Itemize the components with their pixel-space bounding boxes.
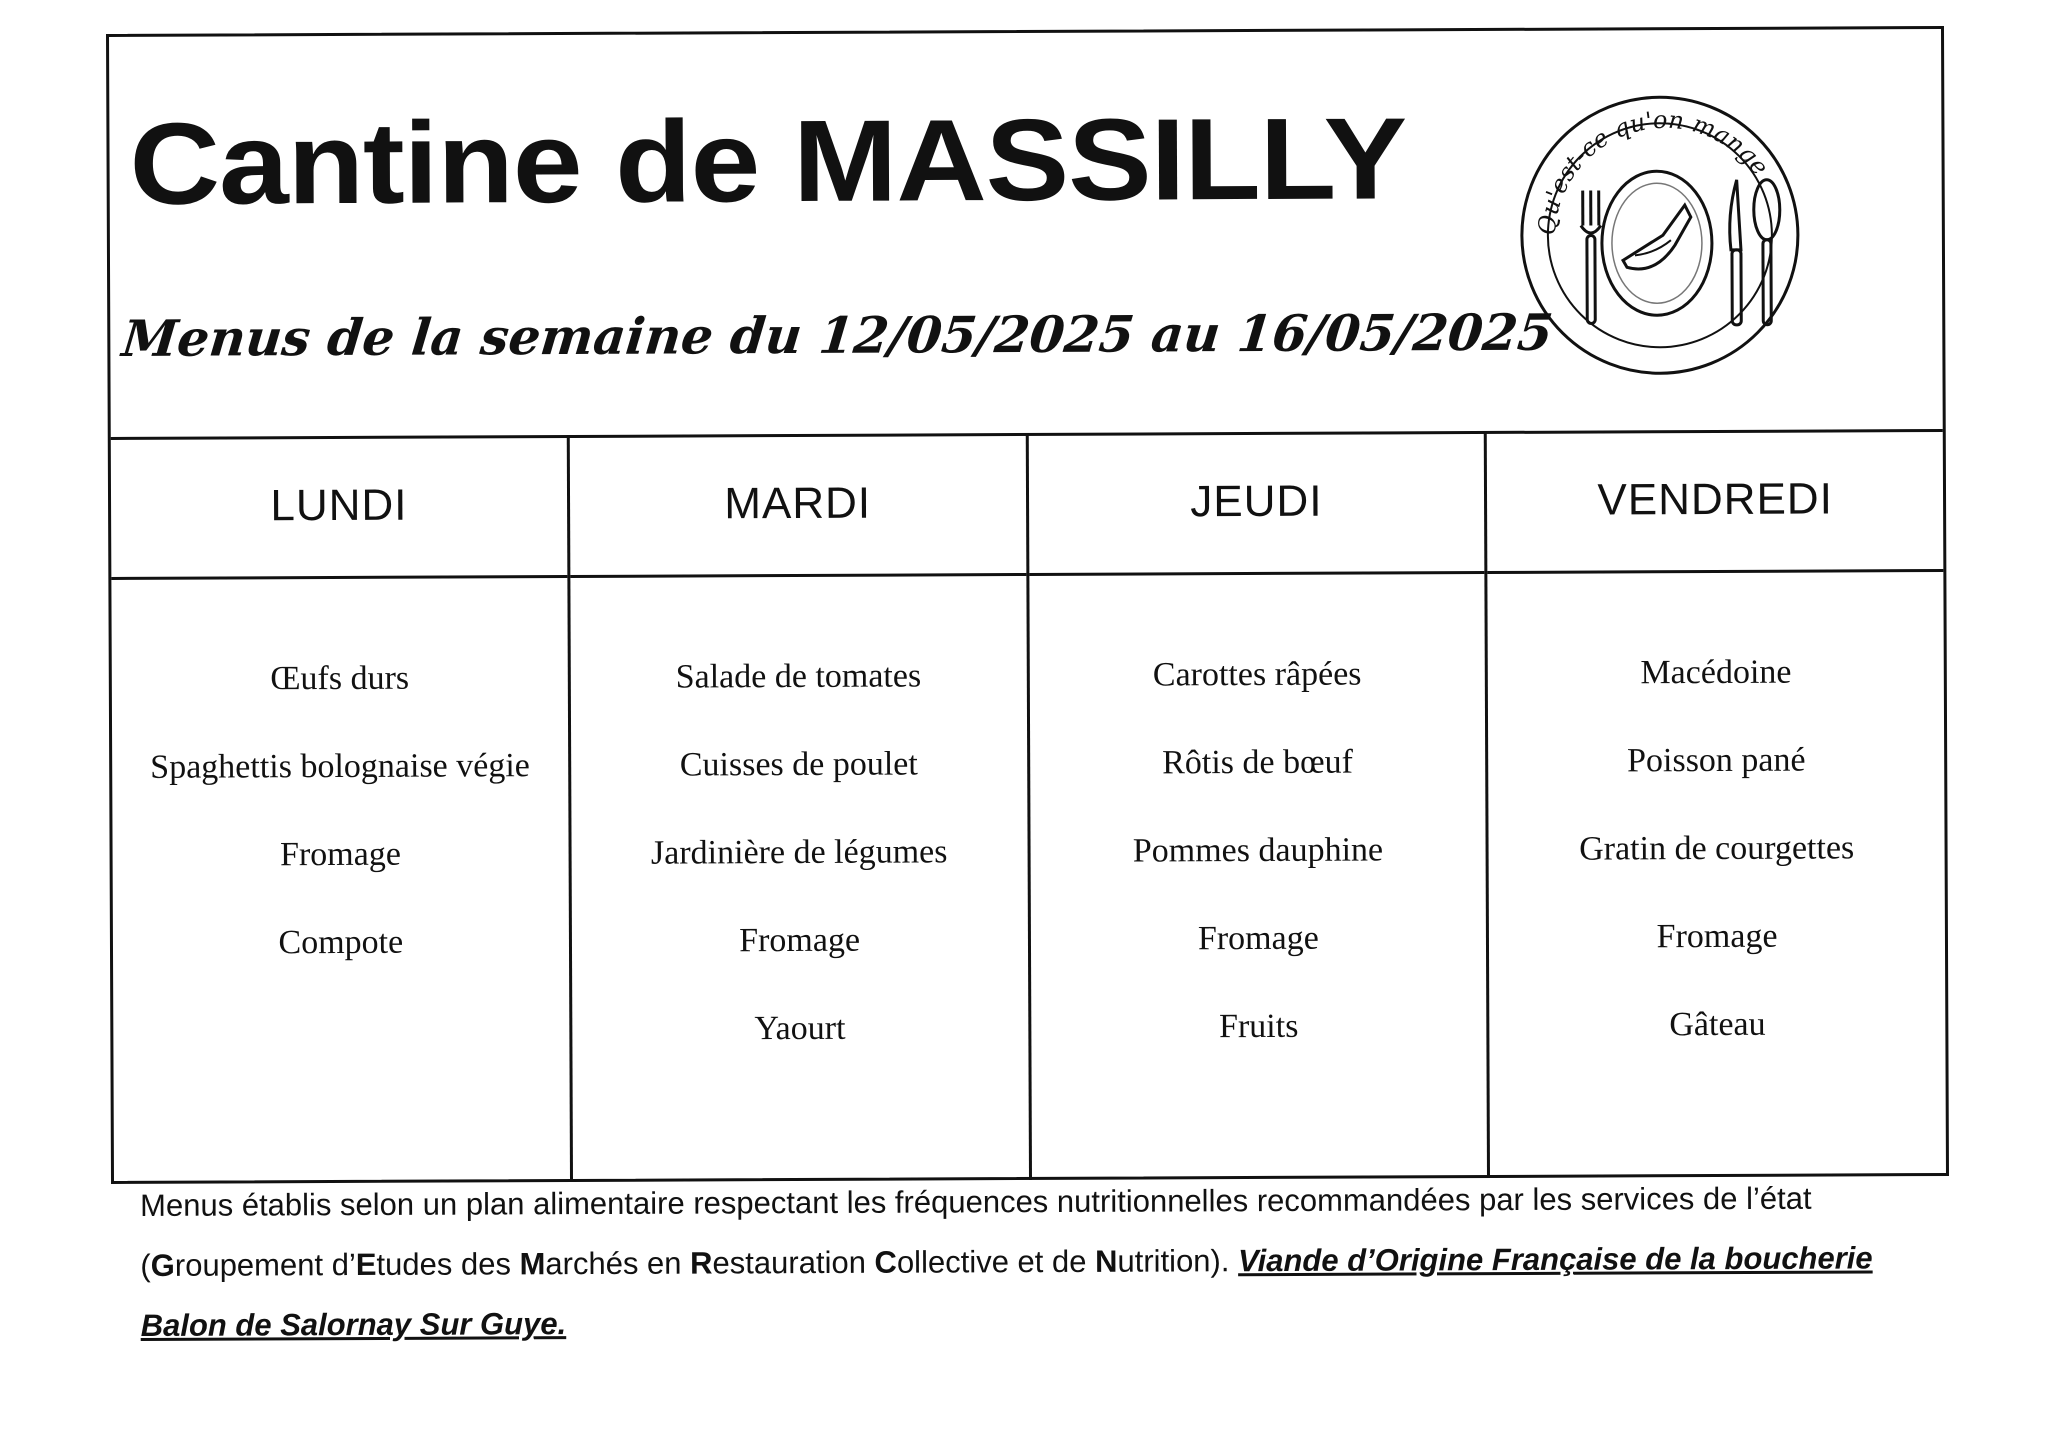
menu-item: Cuisses de poulet — [679, 745, 918, 784]
menu-item: Jardinière de légumes — [650, 833, 948, 872]
org-rest: ollective et de — [896, 1243, 1096, 1280]
nutrition-note — [140, 1168, 1951, 1356]
menu-item: Œufs durs — [270, 659, 410, 698]
day-column-lundi — [111, 435, 573, 1184]
org-initial: C — [874, 1244, 897, 1280]
menu-item: Pommes dauphine — [1132, 831, 1384, 870]
note-intro: Menus établis selon un plan alimentaire respectant les fréquences nutritionnelles recommandées par les services de l’état ( — [140, 1180, 1812, 1283]
logo-text: Qu'est-ce qu'on mange — [1532, 105, 1775, 237]
org-part — [1095, 1243, 1211, 1279]
menu-item: Compote — [278, 923, 404, 962]
meat-origin-highlight: Viande d’Origine Française de la boucherie Balon de Salornay Sur Guye. — [140, 1240, 1873, 1343]
org-rest: roupement d’ — [174, 1247, 356, 1283]
day-column-vendredi — [1487, 429, 1946, 1178]
org-rest: tudes des — [376, 1246, 520, 1282]
page-title: Cantine de MASSILLY — [129, 93, 1407, 229]
menu-item: Fromage — [1656, 917, 1778, 956]
day-header: MARDI — [570, 433, 1026, 578]
menu-item: Rôtis de bœuf — [1162, 743, 1354, 782]
menu-item: Poisson pané — [1626, 741, 1806, 780]
menu-item: Gratin de courgettes — [1579, 829, 1855, 868]
org-initial: M — [519, 1246, 546, 1282]
org-initial: E — [355, 1246, 377, 1283]
org-initial: R — [690, 1245, 713, 1281]
menu-item: Fromage — [279, 835, 401, 874]
org-part — [874, 1244, 1095, 1280]
day-header: JEUDI — [1028, 431, 1484, 576]
org-part — [690, 1245, 875, 1281]
menu-item: Salade de tomates — [675, 657, 922, 696]
org-initial: N — [1094, 1243, 1118, 1279]
menu-item: Fromage — [1197, 919, 1319, 958]
menu-item: Macédoine — [1640, 653, 1792, 692]
menu-item: Gâteau — [1669, 1005, 1766, 1044]
header — [109, 29, 1943, 440]
menu-item: Spaghettis bolognaise végie — [150, 747, 530, 786]
menu-item: Fromage — [739, 921, 861, 960]
menu-item: Yaourt — [754, 1009, 846, 1048]
org-rest: archés en — [545, 1245, 691, 1282]
day-header: VENDREDI — [1487, 429, 1943, 574]
menu-frame — [106, 26, 1949, 1184]
day-column-mardi — [570, 433, 1032, 1182]
note-close: ). — [1210, 1243, 1239, 1279]
menu-item: Fruits — [1218, 1007, 1299, 1046]
day-header: LUNDI — [111, 435, 567, 580]
org-part — [356, 1246, 520, 1282]
org-part — [519, 1246, 690, 1282]
week-subtitle: Menus de la semaine du 12/05/2025 au 16/05/2025 — [119, 302, 1556, 368]
menu-item: Carottes râpées — [1152, 655, 1362, 694]
org-rest: utrition — [1117, 1243, 1211, 1279]
weekly-menu-table — [111, 429, 1946, 1184]
org-initial: G — [150, 1247, 175, 1283]
plate-logo-icon — [1514, 85, 1805, 376]
org-part — [151, 1247, 356, 1283]
org-rest: estauration — [712, 1244, 875, 1281]
day-column-jeudi — [1028, 431, 1490, 1180]
